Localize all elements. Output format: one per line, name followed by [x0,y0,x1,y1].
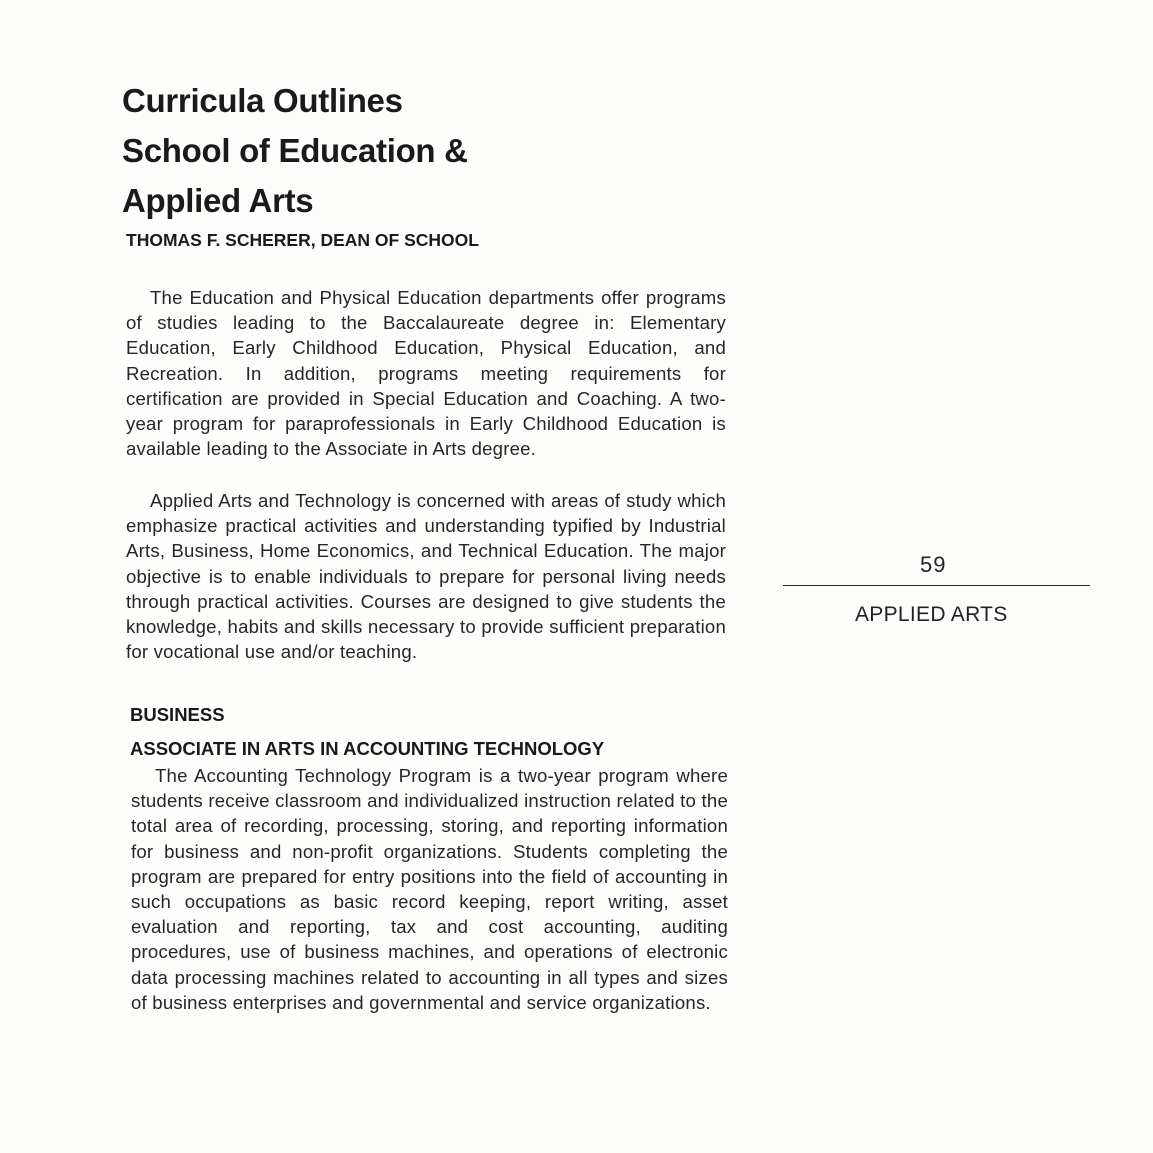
applied-arts-paragraph: Applied Arts and Technology is concerned with areas of study which emphasize practical activities and understanding typified by Industrial Arts, Business, Home Economics, and Technical Education. The major objective is to enable individuals to prepare for personal living needs through practical activities. Courses are designed to give students the knowledge, habits and skills necessary to provide sufficient preparation for vocational use and/or teaching. [126,490,726,663]
accounting-section [131,763,728,1015]
title-line-1: Curricula Outlines [122,82,403,119]
page-number: 59 [920,552,947,577]
accounting-paragraph: The Accounting Technology Program is a two-year program where students receive classroom and individualized instruction related to the total area of recording, processing, storing, and reporting information for business and non-profit organizations. Students completing the program are prepared for entry positions into the field of accounting in such occupations as basic record keeping, report writing, asset evaluation and reporting, tax and cost accounting, auditing procedures, use of business machines, and operations of electronic data processing machines related to accounting in all types and sizes of business enterprises and governmental and service organizations. [131,765,728,1013]
sidebar-divider [783,585,1090,586]
page-title [122,76,468,226]
intro-section [126,285,726,461]
title-line-2: School of Education & [122,132,468,169]
title-line-3: Applied Arts [122,182,314,219]
accounting-program-heading: ASSOCIATE IN ARTS IN ACCOUNTING TECHNOLOGY [130,738,605,759]
dean-subtitle: THOMAS F. SCHERER, DEAN OF SCHOOL [126,230,479,250]
running-section-label: APPLIED ARTS [855,603,1008,626]
applied-arts-section [126,488,726,664]
business-heading: BUSINESS [130,704,225,725]
intro-paragraph: The Education and Physical Education departments offer programs of studies leading to the Baccalaureate degree in: Elementary Education, Early Childhood Education, Physical Education, and Recreation. In addition, programs meeting requirements for certification are provided in Special Education and Coaching. A two-year program for paraprofessionals in Early Childhood Education is available leading to the Associate in Arts degree. [126,287,726,460]
